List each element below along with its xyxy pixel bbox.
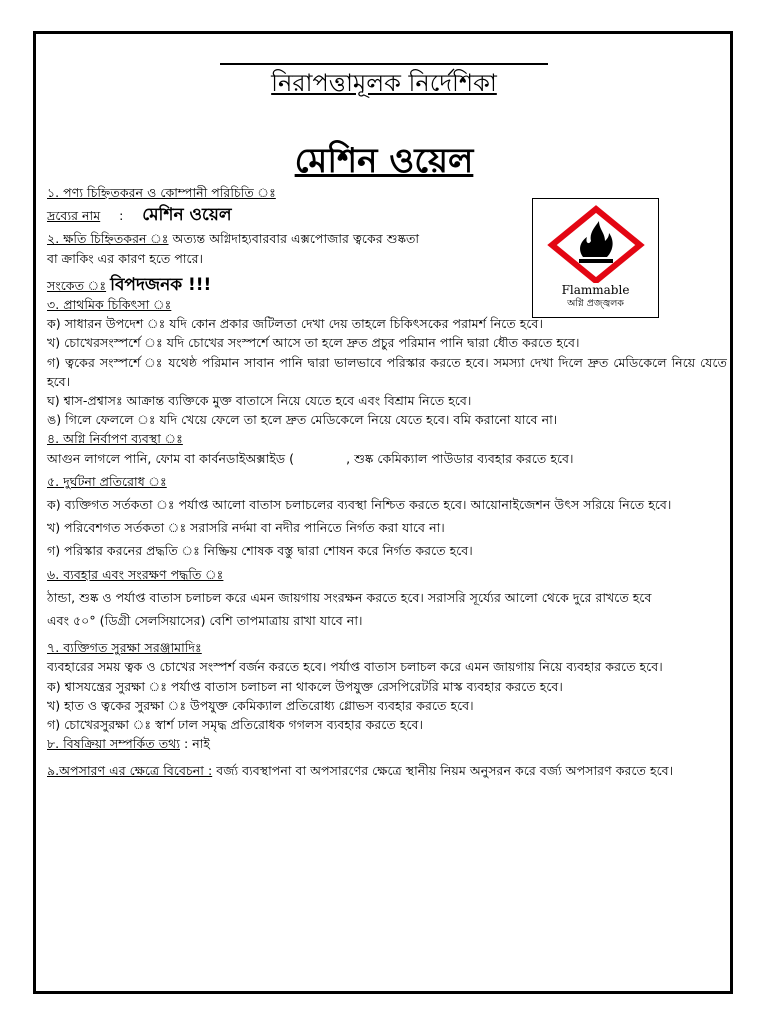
firefighting-text-part-b: , শুষ্ক কেমিক্যাল পাউডার ব্যবহার করতে হবে। [346, 450, 574, 466]
product-name-value: মেশিন ওয়েল [142, 205, 232, 226]
ppe-item: ক) শ্বাসযন্ত্রের সুরক্ষা ঃ পর্যাপ্ত বাতাস চলাচল না থাকলে উপযুক্ত রেসপিরেটরি মাস্ক ব্যবহার করতে হবে। [47, 678, 563, 694]
sheet-content [47, 183, 727, 781]
accident-prevention-item: ক) ব্যক্তিগত সর্তকতা ঃ পর্যাপ্ত আলো বাতাস চলাচলের ব্যবস্থা নিশ্চিত করতে হবে। আয়োনাইজেশন উৎস সরিয়ে নিতে হবে। [47, 497, 672, 513]
first-aid-item: ক) সাধারন উপদেশ ঃ যদি কোন প্রকার জটিলতা দেখা দেয় তাহলে চিকিৎসকের পরামর্শ নিতে হবে। [47, 316, 543, 332]
firefighting-text-part-a: আগুন লাগলে পানি, ফোম বা কার্বনডাইঅক্সাইড ( [47, 450, 295, 466]
pictogram-sublabel: অগ্নি প্রজ্জ্বলক [567, 298, 624, 309]
toxicity-row [47, 734, 727, 753]
product-heading: মেশিন ওয়েল [294, 141, 474, 181]
pictogram-label: Flammable [561, 283, 630, 297]
first-aid-item: খ) চোখেরসংস্পর্শে ঃ যদি চোখের সংস্পর্শে আসে তা হলে দ্রুত প্রচুর পরিমান পানি দ্বারা ধৌত করতে হবে। [47, 335, 580, 351]
signal-word-label: সংকেত ঃ [47, 277, 107, 293]
first-aid-item: ঘ) শ্বাস-প্রশ্বাসঃ আক্রান্ত ব্যক্তিকে মুক্ত বাতাসে নিয়ে যেতে হবে এবং বিশ্রাম নিতে হবে। [47, 393, 472, 409]
section-5-heading: ৫. দুর্ঘটনা প্রতিরোধ ঃ [47, 473, 167, 489]
section-4-heading: ৪. অগ্নি নির্বাপণ ব্যবস্থা ঃ [47, 431, 183, 447]
product-name-label: দ্রব্যের নাম [47, 208, 101, 224]
first-aid-item: গ) ত্বকের সংস্পর্শে ঃ যথেষ্ঠ পরিমান সাবান পানি দ্বারা ভালভাবে পরিস্কার করতে হবে। সমস্যা দেখা দিলে দ্রুত মেডিকেলে নিয়ে যেতে হবে। [47, 354, 727, 389]
ppe-item: গ) চোখেরসুরক্ষা ঃ স্বার্শ ঢাল সমৃদ্ধ প্রতিরোধক গগলস ব্যবহার করতে হবে। [47, 717, 424, 733]
product-name-separator: : [119, 208, 124, 224]
signal-word-row [47, 276, 727, 295]
toxicity-value: : নাই [179, 736, 210, 752]
product-name-row [47, 206, 727, 225]
signal-word-value: বিপদজনক !!! [110, 274, 212, 295]
section-2-text: অত্যন্ত অগ্নিদাহ্যবারবার এক্সপোজার ত্বকের শুষ্কতা [168, 231, 420, 247]
ppe-item: খ) হাত ও ত্বকের সুরক্ষা ঃ উপযুক্ত কেমিক্যাল প্রতিরোধ্য গ্লোভস ব্যবহার করতে হবে। [47, 697, 474, 713]
disposal-text: বর্জ্য ব্যবস্থাপনা বা অপসারণের ক্ষেত্রে স্থানীয় নিয়ম অনুসরন করে বর্জ্য অপসারণ করতে হবে। [212, 763, 674, 779]
section-8-heading: ৮. বিষক্রিয়া সম্পর্কিত তথ্য [47, 736, 180, 752]
title-rule [220, 63, 548, 65]
first-aid-item: ঙ) গিলে ফেললে ঃ যদি খেয়ে ফেলে তা হলে দ্রুত মেডিকেলে নিয়ে যেতে হবে। বমি করানো যাবে না। [47, 412, 558, 428]
firefighting-text [47, 449, 727, 468]
section-9-heading: ৯.অপসারণ এর ক্ষেত্রে বিবেচনা : [47, 763, 213, 779]
storage-text: ঠান্ডা, শুষ্ক ও পর্যাপ্ত বাতাস চলাচল করে এমন জায়গায় সংরক্ষন করতে হবে। সরাসরি সূর্য্যের আলো থেকে দুরে রাখতে হবে [47, 589, 652, 605]
section-2-heading: ২. ক্ষতি চিহ্নিতকরন ঃ [47, 231, 169, 247]
section-3-heading: ৩. প্রাথমিক চিকিৎসা ঃ [47, 297, 172, 313]
section-2-row [47, 229, 727, 248]
disposal-row [47, 761, 727, 780]
storage-text-continued: এবং ৫০° (ডিগ্রী সেলসিয়াসের) বেশি তাপমাত্রায় রাখা যাবে না। [47, 613, 363, 629]
section-1-heading: ১. পণ্য চিহ্নিতকরন ও কোম্পানী পরিচিতি ঃ [47, 185, 276, 200]
section-7-heading: ৭. ব্যক্তিগত সুরক্ষা সরঞ্জামাদিঃ [47, 640, 202, 656]
section-6-heading: ৬. ব্যবহার এবং সংরক্ষণ পদ্ধতি ঃ [47, 566, 224, 582]
document-title: নিরাপত্তামূলক নির্দেশিকা [271, 69, 497, 97]
ppe-text: ব্যবহারের সময় ত্বক ও চোখের সংস্পর্শ বর্জন করতে হবে। পর্যাপ্ত বাতাস চলাচল করে এমন জায়গায় নিয়ে ব্যবহার করতে হবে। [47, 659, 663, 675]
accident-prevention-item: গ) পরিস্কার করনের প্রদ্ধতি ঃ নিষ্ক্রিয় শোষক বস্তু দ্বারা শোষন করে নির্গত করতে হবে। [47, 543, 473, 559]
accident-prevention-item: খ) পরিবেশগত সর্তকতা ঃ সরাসরি নর্দমা বা নদীর পানিতে নির্গত করা যাবে না। [47, 520, 445, 536]
section-2-text-continued: বা ক্রাকিং এর কারণ হতে পারে। [47, 250, 204, 266]
